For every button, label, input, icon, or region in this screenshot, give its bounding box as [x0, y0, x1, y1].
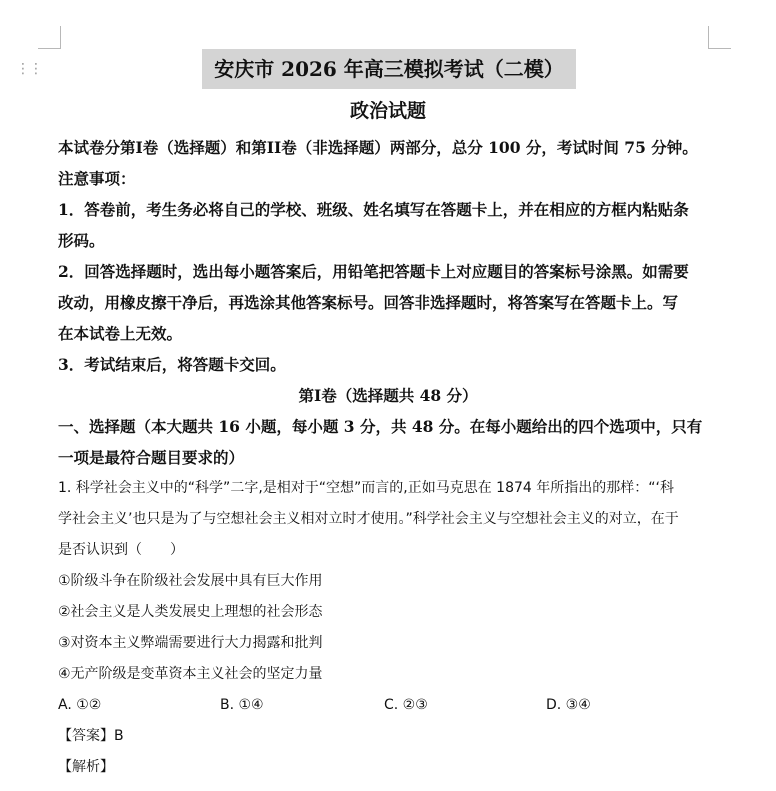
notice-line: 形码。	[58, 231, 105, 250]
question-statement: ②社会主义是人类发展史上理想的社会形态	[58, 604, 323, 620]
notice-line: 改动，用橡皮擦干净后，再选涂其他答案标号。回答非选择题时，将答案写在答题卡上。写	[58, 293, 679, 312]
question-statement: ③对资本主义弊端需要进行大力揭露和批判	[58, 635, 323, 651]
notice-line: 3．考试结束后，将答题卡交回。	[58, 355, 286, 374]
drag-handle-icon[interactable]: ⋮⋮	[16, 61, 42, 77]
intro-text: 本试卷分第I卷（选择题）和第II卷（非选择题）两部分，总分 100 分，考试时间 75 分钟。	[58, 138, 698, 157]
exam-title[interactable]: 安庆市 2026 年高三模拟考试（二模）	[202, 49, 576, 89]
section-instruction: 一、选择题（本大题共 16 小题，每小题 3 分，共 48 分。在每小题给出的四个选项中，只有	[58, 417, 703, 436]
option-b: B. ①④	[220, 697, 264, 713]
title-container	[0, 49, 776, 89]
option-a: A. ①②	[58, 697, 102, 713]
exam-subtitle: 政治试题	[349, 100, 426, 122]
analysis-label: 【解析】	[58, 759, 114, 775]
question-stem-line: 1. 科学社会主义中的“科学”二字,是相对于“空想”而言的,正如马克思在 1874 年所指出的那样：“‘科	[58, 480, 674, 496]
notice-line: 1．答卷前，考生务必将自己的学校、班级、姓名填写在答题卡上，并在相应的方框内粘贴条	[58, 200, 689, 219]
option-c: C. ②③	[384, 697, 428, 713]
option-d: D. ③④	[546, 697, 591, 713]
question-stem-line: 学社会主义’也只是为了与空想社会主义相对立时才使用。”科学社会主义与空想社会主义的对立，在于	[58, 511, 679, 527]
notice-heading: 注意事项：	[58, 169, 136, 188]
crop-mark-top-right	[708, 26, 731, 49]
answer-label: 【答案】B	[58, 728, 124, 744]
notice-line: 在本试卷上无效。	[58, 324, 183, 343]
question-stem-line: 是否认识到（ ）	[58, 542, 184, 558]
section-title: 第I卷（选择题共 48 分）	[298, 386, 478, 405]
section-instruction: 一项是最符合题目要求的）	[58, 448, 245, 467]
crop-mark-top-left	[38, 26, 61, 49]
question-statement: ①阶级斗争在阶级社会发展中具有巨大作用	[58, 573, 323, 589]
document-body	[58, 132, 718, 783]
notice-line: 2．回答选择题时，选出每小题答案后，用铅笔把答题卡上对应题目的答案标号涂黑。如需要	[58, 262, 689, 281]
question-statement: ④无产阶级是变革资本主义社会的坚定力量	[58, 666, 323, 682]
answer-options	[58, 690, 718, 721]
